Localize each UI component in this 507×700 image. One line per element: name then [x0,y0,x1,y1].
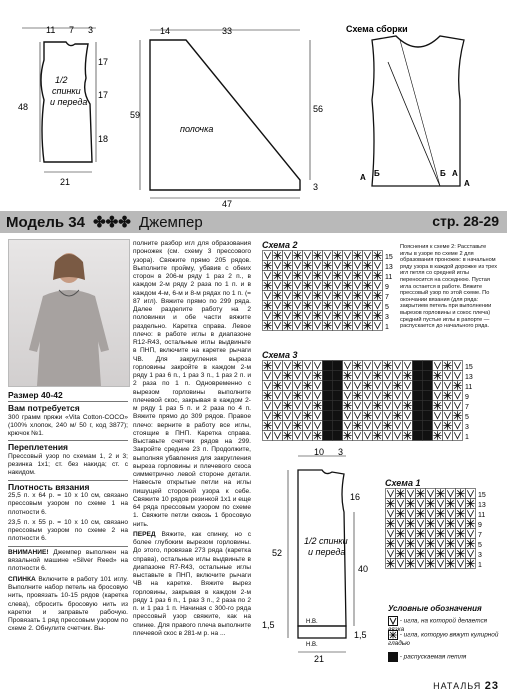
sleeve-pattern [150,40,300,190]
model-header-bar [0,211,507,233]
bottom-label-2: и переда [308,547,346,557]
chart-row-label: 1 [385,324,389,331]
scheme2-title: Схема 2 [262,240,298,250]
chart-row-label: 9 [465,394,469,401]
legend-item-2: - игла, которую вяжут кулирной гладью [388,631,499,647]
sleeve-dim-bottom: 47 [222,199,233,209]
front-paragraph: ПЕРЕД Вяжите, как спинку, но с более глубоким вырезом горловины. До этого, провязав 273 ряда (каретка справа), остальные иглы выдвиньте в диапазоне R7-R43, остальные иглы выставьте в ПНП, включите рычаги ЧВ на каретке. Вяжите вырез горловины, закрывая в каждом 2-м ряду 1 раз 6 п., 1 раз 3 п., 2 раза по 2 п. и 1 раз 1 п. Начиная с 300-го ряда прессовый узор свяжите, как на спинке. Для правого плеча выполните плечевой скос в 281-м р. на ... [133,530,251,637]
sleeve-dim-right: 56 [313,104,324,114]
scheme2-grid [262,250,398,338]
front-dim-side-2: 17 [98,90,109,100]
assembly-mark-b: Б [374,169,380,178]
bottom-schematic [258,448,383,673]
scheme2-note: Пояснения к схеме 2: Расставьте иглы в узоре по схеме 2 для образования проножек: в начальном ряду узора в каждой дорожке из трех игл петля со средней иглы переносится на соседнюю. Пустая игла остается в работе. Вяжите прессовый узор по этой схеме. По окончании вязания (для ряда: закрытием петель при выполнении вырезов горловины и сокос плеча) средний пустые иглы в рапорте — распускается до начального ряда. [400,244,498,330]
bottom-dim-width: 21 [314,654,325,664]
front-dim-side-3: 18 [98,134,109,144]
woman-figure-image [9,240,129,386]
front-label-3: и переда [50,97,88,107]
scheme1-title: Схема 1 [385,478,421,488]
bottom-dim-small-2: 1,5 [354,630,367,640]
chart-row-label: 7 [465,404,469,411]
back-continued-text: полните разбор игл для образования проножек (см. схему 3 прессового узора). Свяжите прямо 205 рядов. Выполните пройму, убавив с обеих сторон в 206-м ряду 1 раз 2 п., в каждом 2-м ряду 2 раза по 1 п. и в каждом 4-м, 6-м и 8-м рядах по 1 п. (= 87 игл). Вяжите прямо по 299 ряда. Далее разделите работу на 2 половинки и обе части вяжите раздельно. Каретка справа. Левое плечо: в работе иглы в диапазоне R12-R43, остальные иглы выдвиньте в ПНП, включите на каретке рычаги ЧВ. Для закругления выреза горловины закройте в каждом 2-м ряду 1 раз 6 п., 1 раз 3 п., 1 раз 2 п. и 2 раза по 1 п. Одновременно с вырезом горловины выполните плечевой скос, закрывая в каждом 2-м ряду 1 раз 5 п. и 2 раза по 4 п. Вяжите прямо до 309 рядов. Правое плечо: верните в работу все иглы, стоящие в ПНП. Каретка справа. Выставьте счетчик рядов на 299. Закройте средние 23 п. Продолжите, выполняя убавления для закругления выреза горловины и плечевого скоса симметрично левой стороне детали. Навесьте открытые петли на иглы пишущей стороной узора к себе. Свяжите 10 рядов резинкой 1х1 и еще 64 ряда прессовым узором по схеме 1. Свяжите петли сквозь 1 бросовую нить. [133,240,251,528]
front-dim-top-3: 3 [88,25,94,35]
density-text-2: 23,5 п. х 55 р. = 10 х 10 см, связано прессовым узором по схеме 2 на плотности 6. [8,518,128,543]
front-dim-top-2: 7 [69,25,75,35]
chart-row-label: 9 [385,284,389,291]
front-label-1: 1/2 [55,75,68,85]
chart-row-label: 15 [478,492,486,499]
model-stars: ✤✤✤ [93,214,131,231]
scheme1-grid [385,488,503,576]
chart-row-label: 15 [385,254,393,261]
density-title: Плотность вязания [8,481,90,492]
assembly-title: Схема сборки [346,24,408,34]
chart-row-label: 11 [465,384,473,391]
magazine-name: НАТАЛЬЯ [433,681,482,691]
top-schematics [0,0,507,210]
chart-row-label: 5 [465,414,469,421]
chart-row-label: 1 [478,562,482,569]
bottom-label-1: 1/2 спинки [304,536,348,546]
chart-row-label: 11 [385,274,393,281]
assembly-mark-a2: А [452,169,458,178]
model-number: Модель 34 [6,214,85,231]
bottom-mark: Н.В. [306,619,318,625]
chart-row-label: 15 [465,364,473,371]
middle-text-column [133,240,251,640]
front-dim-height: 48 [18,102,29,112]
sleeve-dim-top: 14 [160,26,171,36]
materials-text: 300 грамм пряжи «Vita Cotton-COCO» (100% хлопок, 240 м/ 50 г, код 3877); крючок №1. [8,413,128,438]
front-dim-side-1: 17 [98,57,109,67]
chart-row-label: 3 [478,552,482,559]
sleeve-dim-left: 59 [130,110,141,120]
chart-row-label: 13 [465,374,473,381]
weave-text: Прессовый узор по схемам 1, 2 и 3; резинка 1х1; ст. без накида; ст. с накидом. [8,452,128,477]
page-ref: стр. 28-29 [432,213,499,229]
bottom-dim-small: 1,5 [262,620,275,630]
bottom-dim-top: 10 [314,448,325,457]
chart-row-label: 7 [385,294,389,301]
chart-row-label: 9 [478,522,482,529]
sleeve-label: полочка [180,124,214,134]
chart-row-label: 5 [478,542,482,549]
size-title: Размер 40-42 [8,390,63,400]
page-number: 23 [484,680,499,692]
scheme3-grid [262,360,502,448]
front-label-2: спинки [52,86,81,96]
sleeve-dim-corner: 3 [313,182,319,192]
left-text-column [8,389,128,636]
chart-row-label: 13 [385,264,393,271]
bottom-dim-height: 52 [272,548,283,558]
needle-v-icon [388,616,398,626]
assembly-mark-a3: А [464,179,470,188]
weave-title: Переплетения [8,442,69,453]
chart-row-label: 1 [465,434,469,441]
assembly-diagram [372,36,464,186]
assembly-mark-a: А [360,173,366,182]
model-photo [8,239,130,387]
bottom-dim-top-2: 3 [338,448,344,457]
chart-row-label: 11 [478,512,486,519]
bottom-dim-side: 16 [350,492,361,502]
legend-item-1: - игла, на которой делается вязка [388,617,488,633]
back-paragraph: СПИНКА Включите в работу 101 иглу. Выполните набор петель на бросовую нить, провязать 10-15 рядов (каретка слева), сбросить бросовую нить из каретки и заправьте рабочую. Провязать 1 ряд прессовым узором по схеме 2. Обнулите счетчик. Вы- [8,575,128,633]
needle-star-icon [388,630,398,640]
page-footer [433,680,499,692]
density-text-1: 25,5 п. х 64 р. = 10 х 10 см, связано прессовым узором по схеме 1 на плотности 6. [8,491,128,516]
front-dim-top-1: 11 [46,25,56,35]
chart-row-label: 7 [478,532,482,539]
chart-row-label: 3 [385,314,389,321]
scheme3-title: Схема 3 [262,350,298,360]
attention-paragraph: ВНИМАНИЕ! Джемпер выполнен на вязальной машине «Silver Reed» на плотности 6. [8,548,128,573]
chart-row-label: 3 [465,424,469,431]
assembly-mark-b2: Б [440,169,446,178]
legend-item-3: - распускаемая петля [388,652,503,662]
chart-row-label: 13 [478,502,486,509]
dropped-stitch-icon [388,652,398,662]
model-title [6,213,203,231]
model-name: Джемпер [139,214,203,231]
materials-title: Вам потребуется [8,403,80,414]
chart-row-label: 5 [385,304,389,311]
legend-title: Условные обозначения [388,604,482,613]
sleeve-dim-top-2: 33 [222,26,233,36]
bottom-mark-2: Н.В. [306,642,318,648]
front-dim-width: 21 [60,177,71,187]
bottom-dim-side-2: 40 [358,564,369,574]
